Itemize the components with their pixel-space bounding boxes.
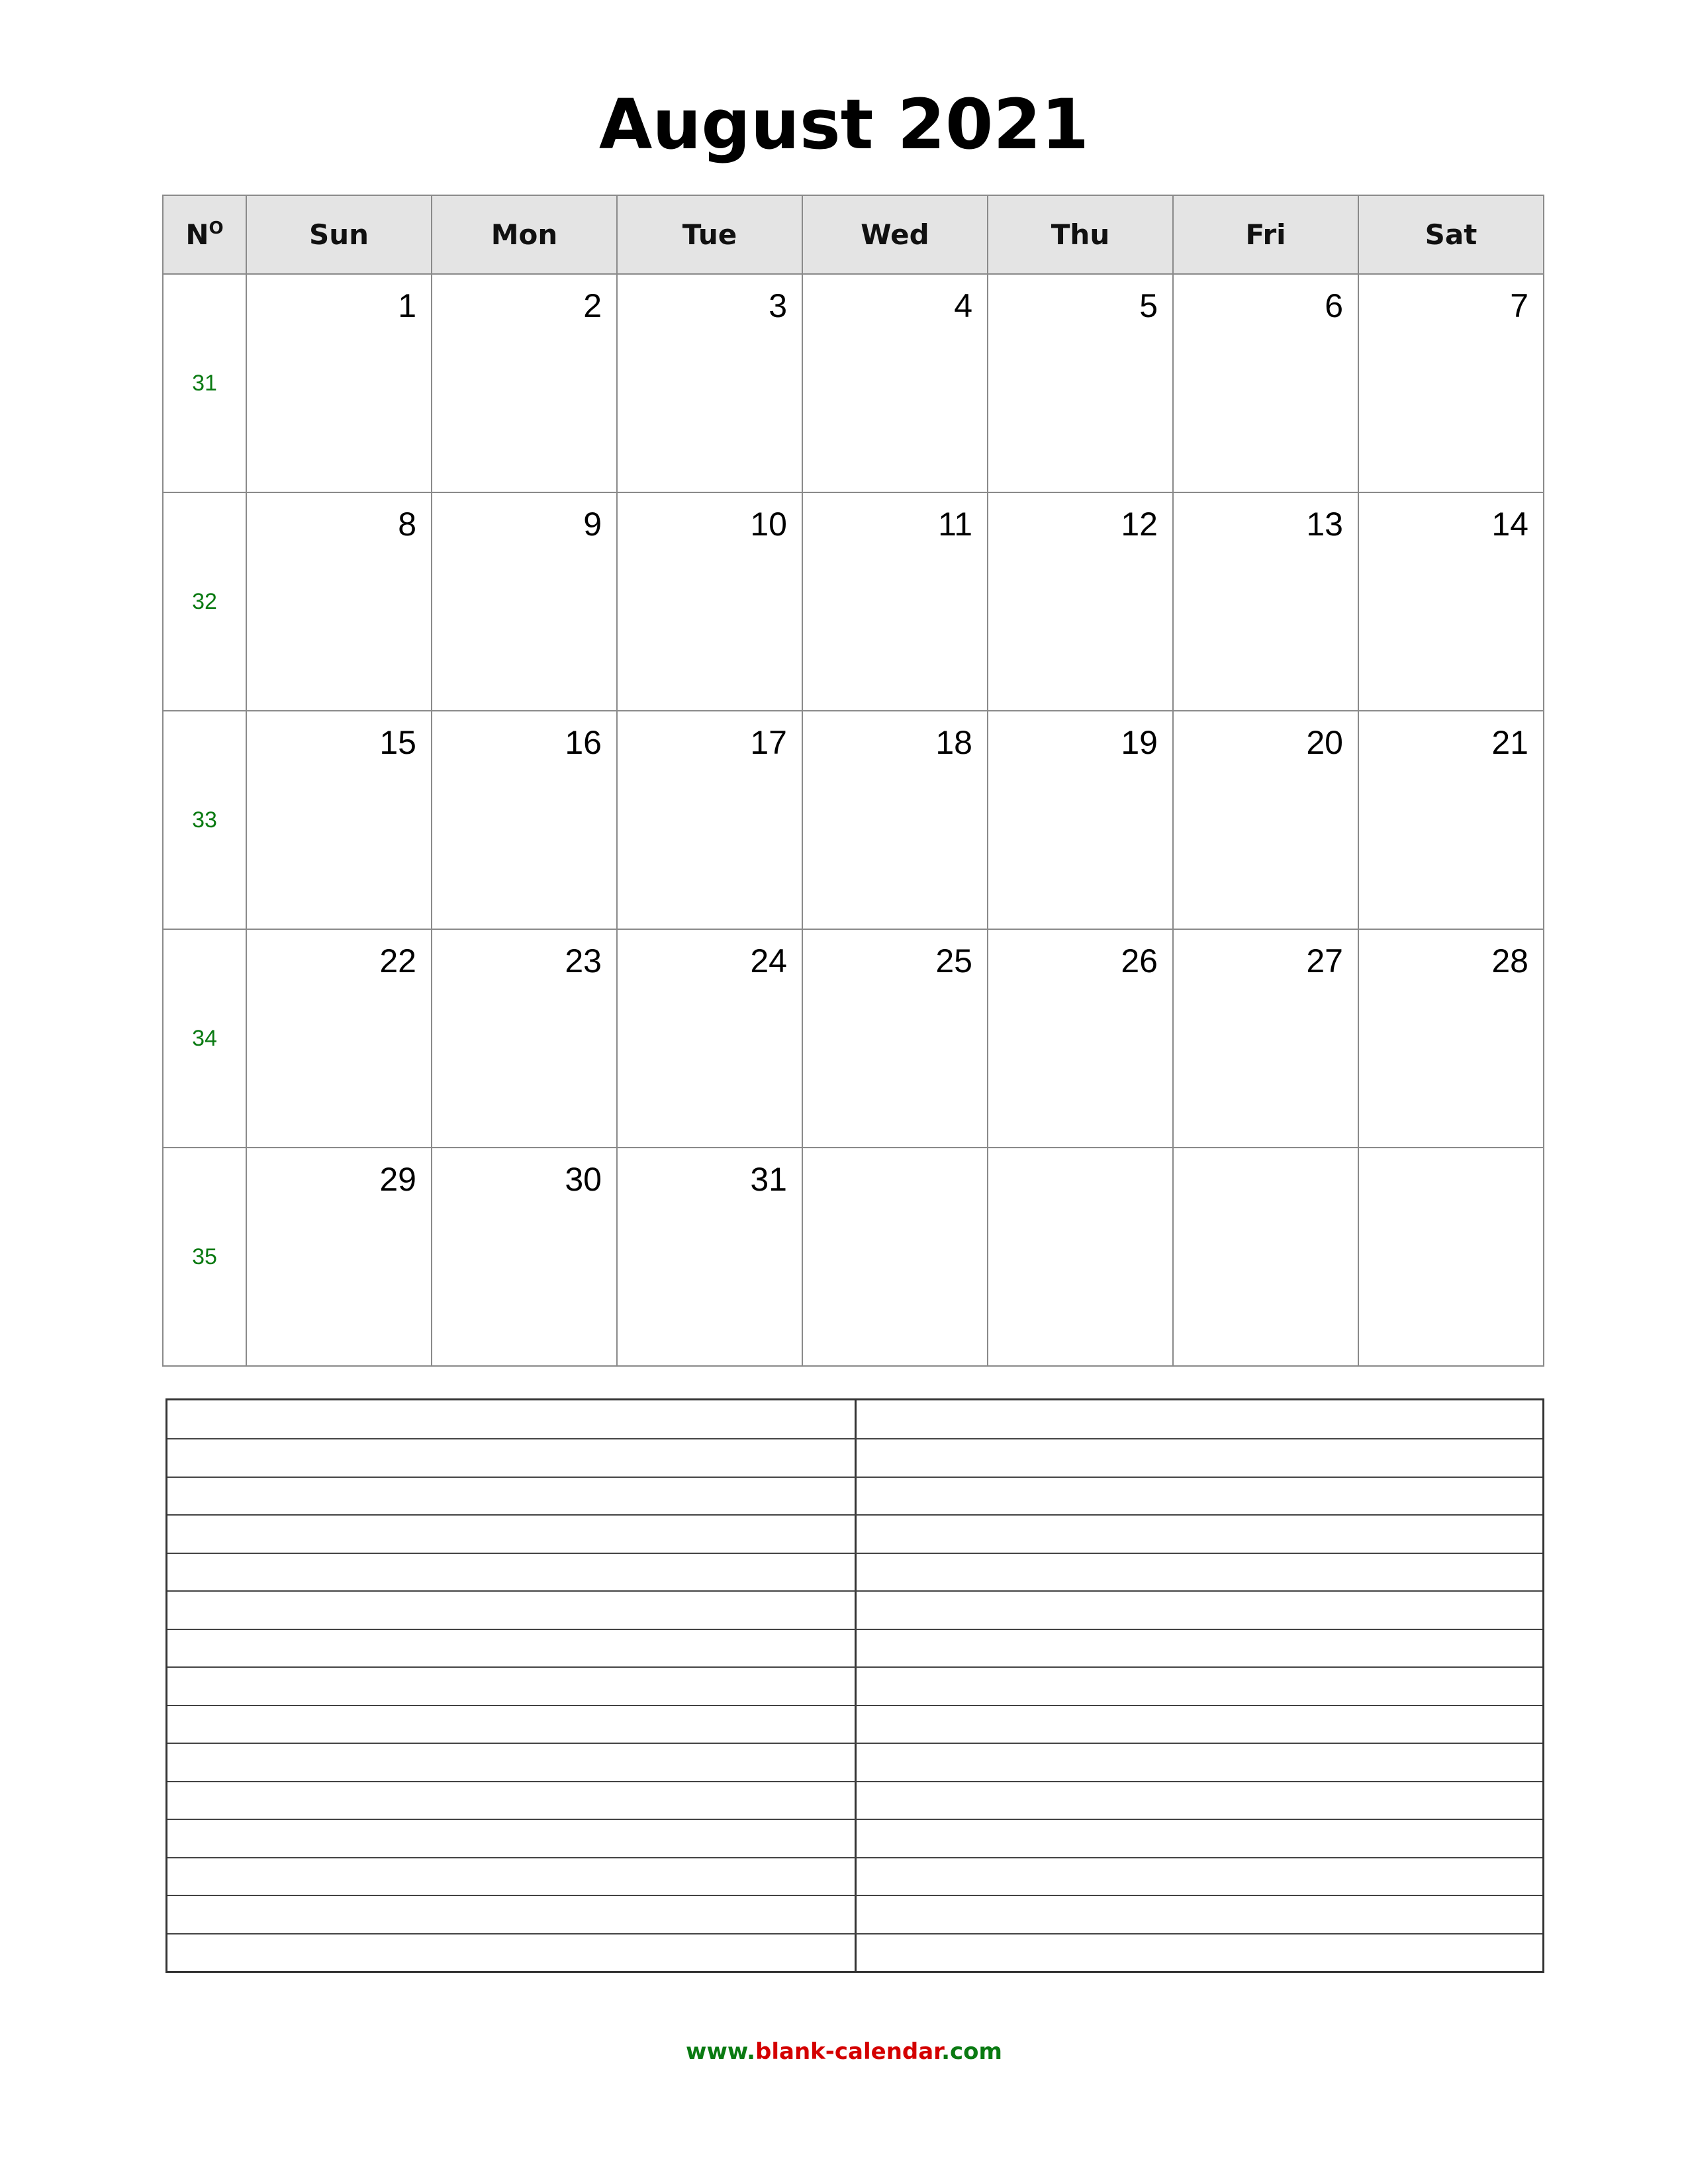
day-number: 6 (1325, 287, 1343, 324)
day-cell (802, 711, 988, 929)
page-title: August 2021 (598, 84, 1090, 165)
day-cell (617, 492, 802, 711)
day-cell (432, 1148, 617, 1366)
day-cell (617, 711, 802, 929)
day-cell (246, 492, 432, 711)
day-cell (988, 711, 1173, 929)
day-cell (1358, 274, 1544, 492)
notes-line (167, 1933, 1542, 1934)
notes-line (167, 1477, 1542, 1478)
day-cell (432, 274, 617, 492)
day-cell (802, 274, 988, 492)
week-number: 35 (163, 1148, 246, 1366)
day-cell (1173, 1148, 1358, 1366)
day-number: 17 (750, 724, 787, 761)
day-cell (802, 929, 988, 1148)
notes-line (167, 1514, 1542, 1516)
day-cell (1358, 1148, 1544, 1366)
day-number: 29 (379, 1161, 416, 1198)
day-number: 9 (583, 506, 602, 543)
week-row (163, 929, 1544, 1148)
day-cell (246, 274, 432, 492)
day-number: 25 (935, 942, 972, 979)
notes-line (167, 1743, 1542, 1744)
day-cell (246, 711, 432, 929)
weekday-header: Fri (1173, 195, 1358, 274)
weekday-header-row (163, 195, 1544, 274)
day-number: 2 (583, 287, 602, 324)
day-number: 1 (398, 287, 416, 324)
day-number: 14 (1491, 506, 1528, 543)
notes-line (167, 1438, 1542, 1439)
day-number: 20 (1306, 724, 1343, 761)
day-cell (1358, 492, 1544, 711)
notes-line (167, 1819, 1542, 1820)
day-cell (432, 929, 617, 1148)
notes-line (167, 1781, 1542, 1782)
day-number: 23 (565, 942, 602, 979)
day-cell (617, 274, 802, 492)
day-cell (246, 929, 432, 1148)
day-cell (988, 492, 1173, 711)
day-cell (432, 711, 617, 929)
weekday-header: Thu (988, 195, 1173, 274)
day-cell (246, 1148, 432, 1366)
week-row (163, 492, 1544, 711)
notes-line (167, 1857, 1542, 1858)
day-cell (432, 492, 617, 711)
notes-line (167, 1590, 1542, 1592)
notes-line (167, 1553, 1542, 1554)
week-row (163, 1148, 1544, 1366)
notes-area (165, 1398, 1544, 1973)
day-number: 8 (398, 506, 416, 543)
day-number: 12 (1121, 506, 1158, 543)
week-number: 33 (163, 711, 246, 929)
day-number: 28 (1491, 942, 1528, 979)
day-cell (802, 1148, 988, 1366)
footer-url (0, 2032, 1688, 2071)
weekday-header: Tue (617, 195, 802, 274)
day-cell (1173, 274, 1358, 492)
week-number: 31 (163, 274, 246, 492)
day-number: 26 (1121, 942, 1158, 979)
day-number: 4 (954, 287, 972, 324)
footer-prefix: www. (686, 2038, 756, 2065)
day-cell (1173, 929, 1358, 1148)
day-number: 15 (379, 724, 416, 761)
week-row (163, 711, 1544, 929)
day-number: 22 (379, 942, 416, 979)
day-cell (988, 929, 1173, 1148)
day-number: 18 (935, 724, 972, 761)
day-number: 13 (1306, 506, 1343, 543)
day-number: 27 (1306, 942, 1343, 979)
week-number: 32 (163, 492, 246, 711)
day-cell (988, 1148, 1173, 1366)
calendar-grid (162, 195, 1544, 1367)
footer-suffix: .com (941, 2038, 1002, 2065)
week-number-header: $N^O$ (163, 195, 246, 274)
day-cell (1173, 711, 1358, 929)
day-number: 21 (1491, 724, 1528, 761)
weekday-header: Sat (1358, 195, 1544, 274)
day-cell (988, 274, 1173, 492)
weekday-header: Mon (432, 195, 617, 274)
day-cell (617, 1148, 802, 1366)
week-row (163, 274, 1544, 492)
notes-line (167, 1895, 1542, 1896)
notes-line (167, 1705, 1542, 1706)
day-number: 7 (1510, 287, 1528, 324)
day-number: 16 (565, 724, 602, 761)
day-cell (1358, 711, 1544, 929)
notes-line (167, 1666, 1542, 1668)
day-number: 31 (750, 1161, 787, 1198)
notes-line (167, 1629, 1542, 1630)
day-number: 24 (750, 942, 787, 979)
day-number: 11 (938, 506, 972, 543)
notes-column-divider (855, 1400, 857, 1971)
day-number: 30 (565, 1161, 602, 1198)
day-number: 3 (769, 287, 787, 324)
day-number: 5 (1139, 287, 1158, 324)
day-number: 10 (750, 506, 787, 543)
day-cell (802, 492, 988, 711)
day-cell (617, 929, 802, 1148)
footer-name: blank-calendar (755, 2038, 942, 2065)
week-number: 34 (163, 929, 246, 1148)
day-cell (1358, 929, 1544, 1148)
weekday-header: Wed (802, 195, 988, 274)
day-number: 19 (1121, 724, 1158, 761)
day-cell (1173, 492, 1358, 711)
weekday-header: Sun (246, 195, 432, 274)
